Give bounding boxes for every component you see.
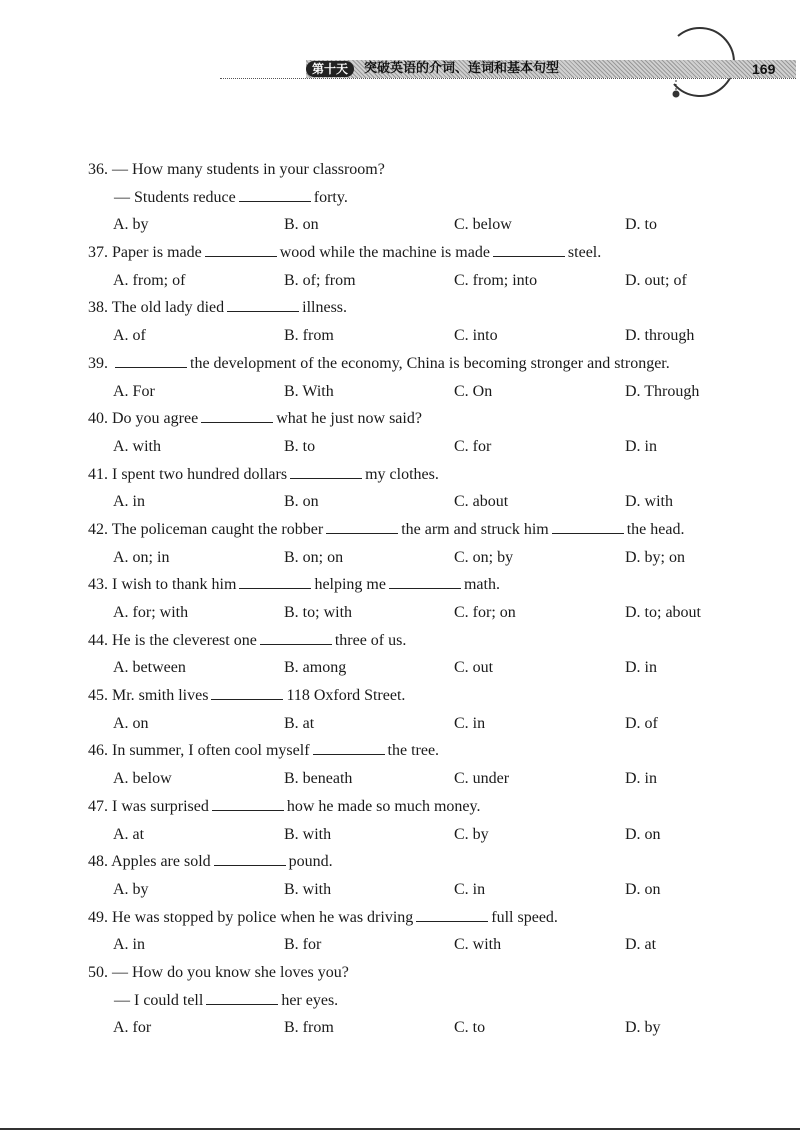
- answer-options: [88, 599, 728, 627]
- question-text-line: [88, 737, 728, 765]
- option-b: B. for: [284, 936, 322, 954]
- question-item: [88, 294, 728, 349]
- question-text: her eyes.: [281, 991, 339, 1009]
- question-text-line: [88, 571, 728, 599]
- question-item: [88, 959, 728, 1042]
- question-text: He was stopped by police when he was driving: [112, 908, 414, 926]
- answer-options: [88, 710, 728, 738]
- page-number: 169: [752, 61, 776, 77]
- answer-blank: [211, 685, 283, 700]
- question-text: 118 Oxford Street.: [286, 687, 406, 705]
- question-number: 47.: [88, 797, 112, 815]
- question-number: 44.: [88, 631, 112, 649]
- option-b: B. on: [284, 216, 319, 234]
- option-b: B. to; with: [284, 604, 353, 621]
- question-text-line: [88, 959, 728, 987]
- option-a: A. for; with: [113, 604, 189, 621]
- option-b: B. at: [284, 714, 315, 732]
- question-text-line: [88, 239, 728, 267]
- option-a: A. on: [113, 714, 149, 732]
- question-text: my clothes.: [365, 465, 439, 483]
- question-number: 42.: [88, 520, 112, 538]
- answer-options: [88, 931, 728, 959]
- answer-options: [88, 433, 728, 461]
- question-text: helping me: [314, 576, 386, 594]
- question-item: [88, 737, 728, 792]
- question-text: — How do you know she loves you?: [112, 963, 349, 981]
- option-b: B. among: [284, 659, 347, 677]
- question-text: three of us.: [334, 631, 407, 649]
- question-text-line: [88, 848, 728, 876]
- answer-blank: [389, 574, 461, 589]
- question-item: [88, 239, 728, 294]
- question-text: Paper is made: [112, 244, 202, 262]
- question-text: The policeman caught the robber: [111, 520, 324, 538]
- option-b: B. With: [284, 382, 334, 400]
- question-number: 40.: [88, 410, 112, 428]
- question-text: full speed.: [491, 908, 558, 926]
- option-b: B. with: [284, 825, 332, 843]
- question-text-line: [88, 793, 728, 821]
- option-d: D. out; of: [625, 271, 687, 289]
- question-text-line: [88, 682, 728, 710]
- option-b: B. to: [284, 437, 316, 455]
- question-text-line: [88, 904, 728, 932]
- answer-options: [88, 211, 728, 239]
- answer-options: [88, 322, 728, 350]
- option-c: C. below: [454, 216, 512, 234]
- question-text-line: [88, 294, 728, 322]
- question-list: [88, 156, 728, 1042]
- option-d: D. of: [625, 714, 658, 732]
- option-a: A. at: [113, 825, 145, 843]
- question-text: The old lady died: [111, 299, 225, 317]
- question-number: 41.: [88, 465, 112, 483]
- answer-options: [88, 1014, 728, 1042]
- option-c: C. On: [454, 382, 493, 400]
- option-a: A. in: [113, 936, 145, 954]
- question-text: the head.: [626, 520, 685, 538]
- answer-options: [88, 378, 728, 406]
- question-text: I wish to thank him: [112, 576, 237, 594]
- answer-blank: [239, 574, 311, 589]
- question-item: [88, 793, 728, 848]
- option-a: A. by: [113, 880, 149, 898]
- option-c: C. for: [454, 437, 492, 455]
- question-number: 36.: [88, 161, 112, 178]
- option-c: C. with: [454, 936, 502, 954]
- answer-blank: [260, 630, 332, 645]
- option-d: D. on: [625, 825, 661, 843]
- question-text: I spent two hundred dollars: [112, 465, 288, 483]
- option-c: C. in: [454, 714, 486, 732]
- option-c: C. in: [454, 880, 486, 898]
- option-b: B. of; from: [284, 271, 356, 289]
- answer-blank: [493, 242, 565, 257]
- question-text: He is the cleverest one: [112, 631, 257, 649]
- question-item: [88, 848, 728, 903]
- option-c: C. out: [454, 659, 494, 677]
- option-b: B. from: [284, 1019, 334, 1037]
- option-c: C. to: [454, 1019, 486, 1037]
- answer-options: [88, 654, 728, 682]
- answer-blank: [227, 297, 299, 312]
- option-d: D. at: [625, 936, 657, 954]
- answer-blank: [115, 353, 187, 368]
- question-text-line: [88, 156, 728, 184]
- option-d: D. by: [625, 1019, 661, 1037]
- chapter-badge: 第十天: [306, 61, 354, 77]
- option-b: B. on: [284, 493, 319, 511]
- option-a: A. below: [113, 770, 172, 788]
- option-d: D. on: [625, 880, 661, 898]
- answer-options: [88, 544, 728, 572]
- option-d: D. Through: [625, 382, 700, 400]
- question-text: pound.: [288, 853, 333, 871]
- option-d: D. in: [625, 770, 657, 788]
- option-d: D. to; about: [625, 604, 701, 621]
- answer-blank: [290, 464, 362, 479]
- question-text: Apples are sold: [111, 853, 211, 871]
- option-a: A. by: [113, 216, 149, 234]
- question-text-line: [88, 516, 728, 544]
- header-dotted-rule: [220, 78, 796, 79]
- question-number: 48.: [88, 853, 112, 871]
- question-item: [88, 627, 728, 682]
- question-number: 45.: [88, 687, 112, 705]
- answer-blank: [214, 851, 286, 866]
- question-text-line: [88, 350, 728, 378]
- option-d: D. in: [625, 659, 657, 677]
- question-text: I was surprised: [112, 797, 209, 815]
- question-text-line: [88, 184, 728, 212]
- question-text: forty.: [313, 188, 348, 206]
- option-d: D. through: [625, 327, 695, 345]
- question-text: the development of the economy, China is becoming stronger and stronger.: [190, 354, 670, 372]
- option-a: A. on; in: [113, 548, 170, 566]
- question-number: 49.: [88, 908, 112, 926]
- question-item: [88, 405, 728, 460]
- answer-blank: [326, 519, 398, 534]
- question-text: wood while the machine is made: [279, 244, 490, 262]
- answer-blank: [201, 408, 273, 423]
- option-c: C. from; into: [454, 271, 538, 289]
- option-c: C. for; on: [454, 604, 516, 621]
- option-b: B. from: [284, 327, 334, 345]
- option-c: C. about: [454, 493, 509, 511]
- question-item: [88, 682, 728, 737]
- answer-options: [88, 267, 728, 295]
- option-a: A. of: [113, 327, 146, 345]
- question-text: In summer, I often cool myself: [112, 742, 310, 760]
- option-a: A. between: [113, 659, 186, 677]
- question-text: what he just now said?: [276, 410, 422, 428]
- question-text: how he made so much money.: [286, 797, 481, 815]
- answer-blank: [206, 990, 278, 1005]
- question-number: 39.: [88, 354, 112, 372]
- answer-blank: [416, 907, 488, 922]
- answer-options: [88, 876, 728, 904]
- page-bottom-rule: [0, 1128, 800, 1130]
- question-text: the arm and struck him: [401, 520, 549, 538]
- question-item: [88, 904, 728, 959]
- question-number: 50.: [88, 963, 112, 981]
- question-text: — Students reduce: [114, 188, 236, 206]
- option-d: D. by; on: [625, 548, 685, 566]
- question-item: [88, 571, 728, 626]
- option-c: C. on; by: [454, 548, 514, 566]
- question-text: Do you agree: [112, 410, 199, 428]
- answer-blank: [239, 187, 311, 202]
- question-item: [88, 516, 728, 571]
- option-c: C. under: [454, 770, 510, 788]
- question-number: 38.: [88, 299, 112, 317]
- question-text: — How many students in your classroom?: [112, 161, 385, 178]
- question-number: 43.: [88, 576, 112, 594]
- answer-blank: [212, 796, 284, 811]
- option-c: C. by: [454, 825, 489, 843]
- option-b: B. beneath: [284, 770, 353, 788]
- option-b: B. on; on: [284, 548, 344, 566]
- option-c: C. into: [454, 327, 498, 345]
- option-a: A. with: [113, 437, 161, 455]
- page-header: [220, 58, 796, 82]
- option-a: A. in: [113, 493, 145, 511]
- answer-options: [88, 765, 728, 793]
- question-text: — I could tell: [114, 991, 204, 1009]
- question-item: [88, 461, 728, 516]
- question-text: illness.: [302, 299, 348, 317]
- answer-blank: [313, 740, 385, 755]
- question-text: math.: [463, 576, 500, 594]
- option-d: D. with: [625, 493, 673, 511]
- question-text: Mr. smith lives: [112, 687, 209, 705]
- question-text: steel.: [567, 244, 602, 262]
- question-item: [88, 350, 728, 405]
- chapter-title: 突破英语的介词、连词和基本句型: [364, 61, 560, 76]
- question-number: 46.: [88, 742, 112, 760]
- option-a: A. from; of: [113, 271, 186, 289]
- question-item: [88, 156, 728, 239]
- question-text-line: [88, 987, 728, 1015]
- option-d: D. in: [625, 437, 657, 455]
- question-text-line: [88, 405, 728, 433]
- question-text-line: [88, 627, 728, 655]
- question-number: 37.: [88, 244, 112, 262]
- option-a: A. For: [113, 382, 155, 400]
- answer-options: [88, 821, 728, 849]
- question-text: the tree.: [387, 742, 440, 760]
- option-d: D. to: [625, 216, 657, 234]
- answer-options: [88, 488, 728, 516]
- question-text-line: [88, 461, 728, 489]
- answer-blank: [205, 242, 277, 257]
- option-a: A. for: [113, 1019, 152, 1037]
- option-b: B. with: [284, 880, 332, 898]
- answer-blank: [552, 519, 624, 534]
